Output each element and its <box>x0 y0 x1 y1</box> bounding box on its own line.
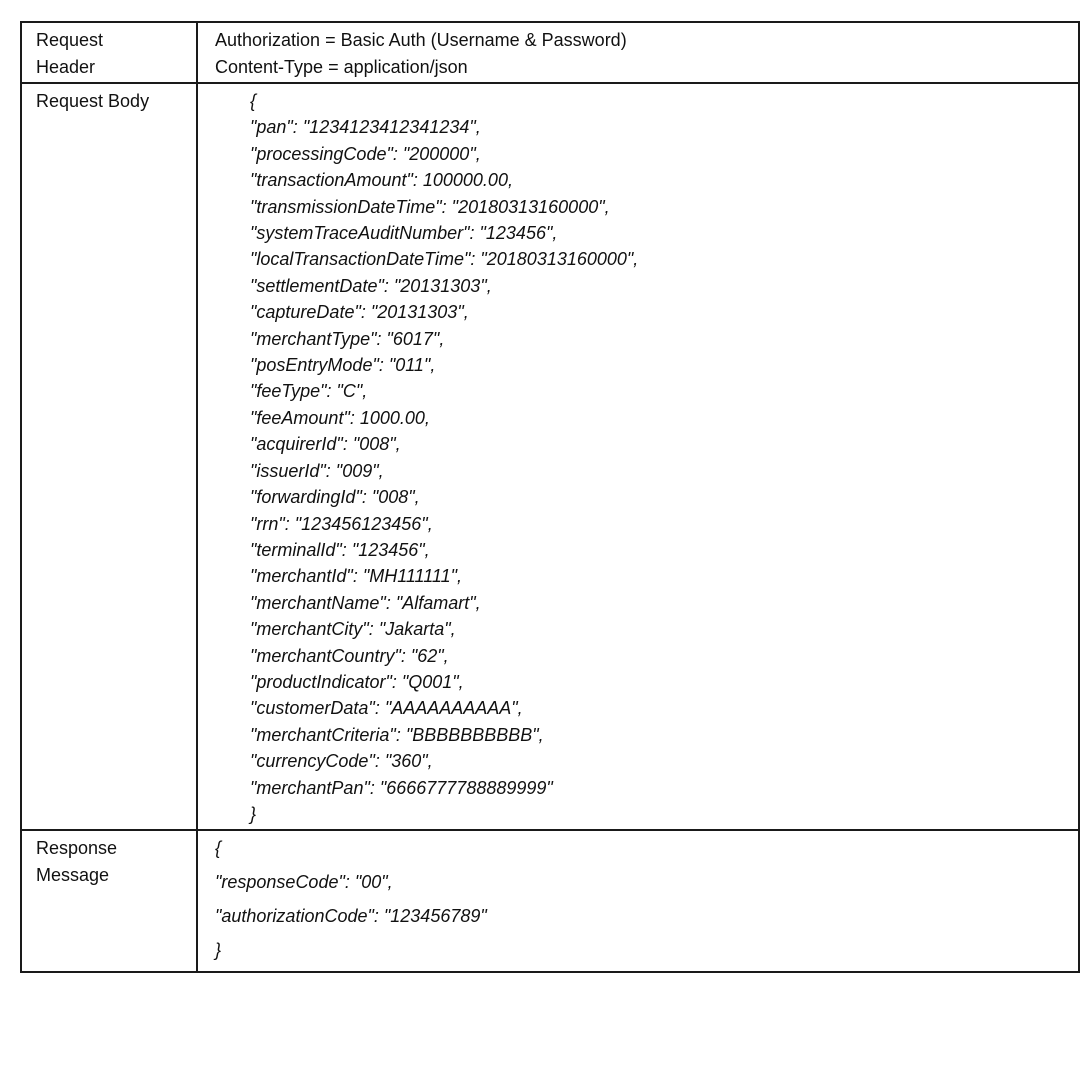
table-row-response-message <box>21 830 1079 972</box>
value-cell-request-body <box>197 83 1079 830</box>
json-line: "customerData": "AAAAAAAAAA", <box>250 698 523 719</box>
json-line: "authorizationCode": "123456789" <box>215 906 487 927</box>
header-line-content-type: Content-Type = application/json <box>215 57 468 77</box>
value-cell-request-header <box>197 22 1079 83</box>
api-spec-table <box>20 21 1080 973</box>
json-line: "processingCode": "200000", <box>250 143 481 164</box>
json-line: "feeType": "C", <box>250 381 368 402</box>
json-line: "merchantCriteria": "BBBBBBBBBB", <box>250 724 544 745</box>
row-label-line: Request Body <box>36 91 150 111</box>
label-cell-request-body <box>21 83 197 830</box>
json-line: "terminalId": "123456", <box>250 539 430 560</box>
json-line: } <box>250 803 257 824</box>
table-row-request-header <box>21 22 1079 83</box>
json-line: "merchantPan": "6666777788889999" <box>250 777 553 798</box>
json-line: "acquirerId": "008", <box>250 434 401 455</box>
label-cell-request-header <box>21 22 197 83</box>
json-line: "settlementDate": "20131303", <box>250 275 492 296</box>
json-line: "transmissionDateTime": "20180313160000", <box>250 196 610 217</box>
json-line: "merchantType": "6017", <box>250 328 445 349</box>
json-line: "posEntryMode": "011", <box>250 355 436 376</box>
row-label-line: Header <box>36 57 96 77</box>
json-line: "currencyCode": "360", <box>250 751 433 772</box>
json-line: "captureDate": "20131303", <box>250 302 469 323</box>
value-cell-response-message <box>197 830 1079 972</box>
json-line: { <box>215 838 222 859</box>
row-label-line: Request <box>36 30 104 50</box>
table-row-request-body <box>21 83 1079 830</box>
json-line: "forwardingId": "008", <box>250 487 420 508</box>
json-line: "merchantName": "Alfamart", <box>250 592 481 613</box>
json-line: "feeAmount": 1000.00, <box>250 407 430 428</box>
json-line: "merchantCountry": "62", <box>250 645 449 666</box>
label-cell-response-message <box>21 830 197 972</box>
json-line: "merchantCity": "Jakarta", <box>250 619 456 640</box>
json-line: "issuerId": "009", <box>250 460 384 481</box>
row-label-line: Response <box>36 838 118 859</box>
json-line: "productIndicator": "Q001", <box>250 671 464 692</box>
json-line: "rrn": "123456123456", <box>250 513 433 534</box>
json-line: "merchantId": "MH111111", <box>250 566 462 587</box>
row-label-line: Message <box>36 865 110 886</box>
json-line: "pan": "1234123412341234", <box>250 117 481 138</box>
json-line: { <box>250 91 257 111</box>
json-line: "transactionAmount": 100000.00, <box>250 170 513 191</box>
json-line: "systemTraceAuditNumber": "123456", <box>250 223 558 244</box>
json-line: "localTransactionDateTime": "20180313160000", <box>250 249 639 270</box>
header-line-authorization: Authorization = Basic Auth (Username & Password) <box>215 30 627 50</box>
json-line: } <box>215 940 222 961</box>
json-line: "responseCode": "00", <box>215 872 393 893</box>
